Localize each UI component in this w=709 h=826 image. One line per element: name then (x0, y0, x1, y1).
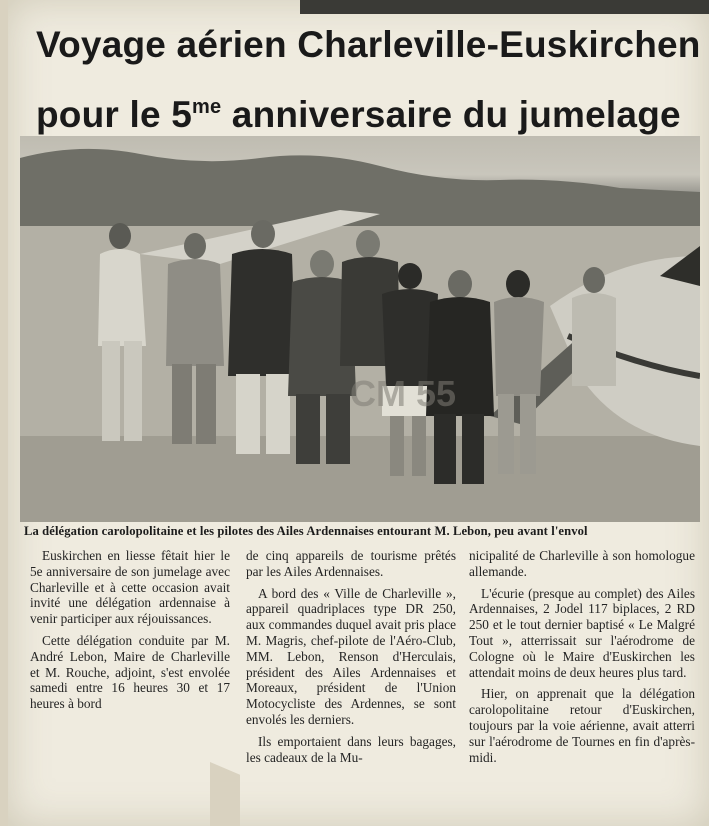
headline-superscript: me (192, 96, 222, 118)
headline-line-1: Voyage aérien Charleville-Euskirchen (36, 24, 701, 65)
watermark-cm55: CM 55 (350, 373, 457, 414)
paragraph: Euskirchen en liesse fêtait hier le 5e anniversaire de son jumelage avec Charleville et à cette occasion avait invité une délégation ardennaise à venir participer aux réjouissances. (30, 548, 230, 627)
paragraph: L'écurie (presque au complet) des Ailes Ardennaises, 2 Jodel 117 biplaces, 2 RD 250 et le tout dernier baptisé « Le Malgré Tout », atterrissait sur l'aérodrome de Cologne où le Maire d'Euskirchen les attendait moins de deux heures plus tard. (469, 585, 695, 680)
treeline (20, 149, 700, 236)
paragraph: Cette délégation conduite par M. André Lebon, Maire de Charleville et M. Rouche, adjoint, s'est envolée samedi entre 16 heures 30 et 17 heures à bord (30, 632, 230, 712)
article-column-3 (469, 548, 695, 765)
photo-illustration (20, 136, 700, 522)
torn-top-strip (300, 0, 709, 14)
photo-caption: La délégation carolopolitaine et les pilotes des Ailes Ardennaises entourant M. Lebon, peu avant l'envol (24, 524, 588, 538)
paragraph: de cinq appareils de tourisme prêtés par les Ailes Ardennaises. (246, 548, 456, 579)
headline-line-2-suffix: anniversaire du jumelage (221, 94, 681, 135)
paragraph: nicipalité de Charleville à son homologue allemande. (469, 548, 695, 579)
article-column-2 (246, 548, 456, 765)
article-column-1 (30, 548, 230, 712)
headline (36, 14, 706, 146)
paragraph: Hier, on apprenait que la délégation carolopolitaine retour d'Euskirchen, toujours par la voie aérienne, avait atterri sur l'aérodrome de Tournes en fin d'après-midi. (469, 686, 695, 765)
headline-line-2-prefix: pour le 5 (36, 94, 192, 135)
group-photo (20, 136, 700, 522)
foreground-grass (20, 436, 700, 522)
paragraph: Ils emportaient dans leurs bagages, les cadeaux de la Mu- (246, 733, 456, 765)
paragraph: A bord des « Ville de Charleville », appareil quadriplaces type DR 250, aux commandes duquel avait pris place M. Magris, chef-pilote de l'Aéro-Club, MM. Lebon, Renson d'Herculais, président des Ailes Ardennaises et Moreaux, président de l'Union Motocycliste des Ardennes, se sont envolés les derniers. (246, 585, 456, 727)
